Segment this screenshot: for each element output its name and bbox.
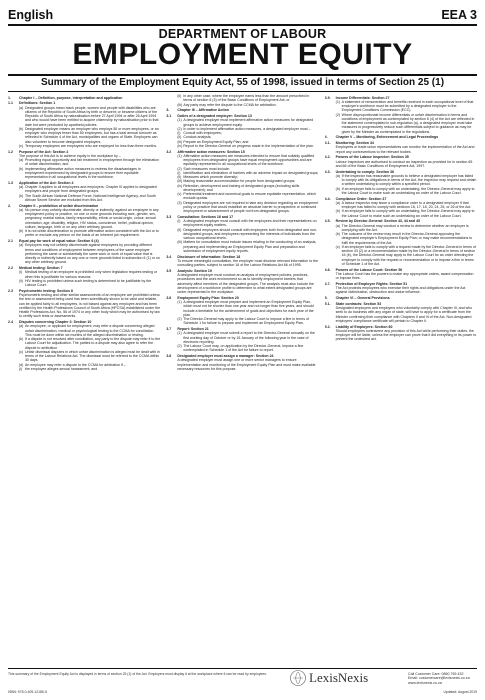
clause-label: (iii) (177, 102, 183, 107)
clause-text: Designated employer means an employer who employs 50 or more employees, or an employer who employs fewer than 50 employees, but has a total annual turnover as reflected in Schedule 4 of the Act, municipalities and organs of State. Employers can also volunteer to become designated employers. (25, 126, 159, 144)
section-number: 1.2 (8, 149, 13, 154)
clause (8, 337, 160, 350)
clause-text: Unfair dismissal disputes in which unfair discrimination is alleged must be dealt with in terms of the Labour Relations Act. The dismissal must be referred to the CCMA within 30 days. (25, 349, 160, 363)
clause-label: (b) (19, 166, 24, 171)
clause-text: In order to implement affirmative action measures, a designated employer must – (183, 126, 311, 131)
paragraph-text: Designated employers and employers who voluntarily comply with Chapter III, and who seek to do business with any organ of state, will have to apply for a certificate from the Minister confirming their compliance with Chapters II and III of the Act. Non-designated employers' compliance certificate will pertain to Chapter II. (335, 306, 473, 323)
clause-text: Temporary employees are employees who are employed for less than three months. (25, 143, 158, 148)
clause-label: (2) (335, 112, 340, 117)
clause-label: (b) (19, 193, 24, 198)
clause (8, 127, 160, 144)
lexisnexis-logo-icon (290, 670, 306, 686)
clause-text: Preferential treatment and numerical goals to ensure equitable representation, which exclude quotas. (183, 192, 317, 201)
clause-label: (iv) (177, 183, 183, 188)
section-number: 1.1 (8, 101, 13, 106)
clause (166, 344, 318, 353)
header-rule (8, 24, 477, 26)
clause-label: (d) (19, 362, 24, 367)
section-title: Powers of the Labour Inspector: Section 35 (335, 155, 409, 160)
clause (166, 103, 318, 107)
section-title: Employment Equity Plan: Section 20 (177, 295, 239, 300)
clause-label: (ii) (177, 135, 182, 140)
clause-text: The Director-General may conduct a review to determine whether an employer is complying with the Act. (341, 223, 469, 232)
paragraph (166, 273, 318, 294)
clause-label: (a) (19, 105, 24, 110)
publisher-logo (290, 670, 368, 686)
clause-label: (2) (177, 126, 182, 131)
section-number: 3.6 (166, 295, 172, 300)
clause-text: The South African National Defence Force, National Intelligence Agency, and South African Secret Service are excluded from this Act. (25, 193, 156, 202)
clause-text: If an employer fails to comply with a request made by the Director-General in terms of section 43 (2) or a recommendation made by the Director-General in terms of section 44 (b), the Director-General may apply to the Labour Court for an order directing the employer to comply with the request or recommendation or to impose a fine in terms of Schedule 1 of the Act. (341, 244, 476, 266)
section-number: 1.3 (8, 180, 13, 185)
paragraph-text: To ensure meaningful consultation, the employer must disclose relevant information to the consulting parties, subject to section 16 of the Labour Relations Act 66 of 1995. (177, 258, 319, 267)
section-title: Definitions: Section 1 (19, 101, 56, 106)
clause-text: the employee alleges sexual harassment; and (25, 366, 98, 371)
page-subtitle: Summary of the Employment Equity Act, 55 of 1998, issued in terms of Section 25 (1) (40, 77, 445, 88)
clause-label: (ii) (177, 175, 182, 179)
clause (166, 154, 318, 167)
section-heading (325, 296, 477, 300)
section-title: Protection of Employee Rights: Section 51 (335, 281, 408, 286)
content-columns (8, 94, 477, 666)
section-title: Purpose of the Act: Section 2 (19, 149, 69, 154)
clause-text: Such measures must include: (183, 166, 230, 171)
section-title: Income Differentials: Section 27 (335, 95, 390, 100)
clause (166, 317, 318, 326)
clause-text: Retention, development and training of designated groups (including skills development); and (183, 183, 300, 192)
clause (166, 144, 318, 148)
section-title: Chapter II – prohibition of unfair discrimination (19, 203, 99, 208)
clause-label: (a) (335, 173, 340, 178)
contact-line: Call Customer Care: 0860 765 432 (408, 672, 464, 676)
clause-text: Designated groups mean black people, women and people with disabilities who are citizens of the Republic of South Africa by birth or descent; or became citizens of the Republic of South Africa by naturalisation before 27 April 1994 or after 26 April 1994 and who would have been entitled to acquire citizenship by naturalisation prior to that date but were precluded by apartheid policies. (25, 105, 159, 127)
clause-label: (1) (177, 300, 182, 304)
section-title: Review by Director-General: Section 43, 44 and 45 (335, 219, 421, 224)
clause-text: No person may unfairly discriminate, directly or indirectly, against an employee in any employment policy or practice, on one or more grounds including race, gender, sex, pregnancy, marital status, family responsibility, ethnic or social origin, colour, sexual orientation, age, disability, religion, HIV status, conscience, belief, political opinion, culture, language, birth or on any other arbitrary ground. (25, 207, 159, 229)
paragraph (325, 272, 477, 281)
clause (8, 270, 160, 279)
clause-text: Promoting equal opportunity and fair treatment in employment through the elimination of unfair discrimination; and (25, 158, 160, 167)
header-top (8, 6, 477, 24)
section-title: Disclosure of information: Section 18 (177, 254, 241, 259)
clause (8, 229, 160, 238)
clause-label: (a) (19, 243, 24, 248)
paragraph-text: Employees or trade union representatives can monitor the implementation of the Act and report any contraventions to the relevant bodies. (335, 145, 475, 154)
section-number: 3.3 (166, 214, 172, 219)
title-rule (8, 74, 477, 76)
footer-rule (8, 668, 477, 669)
paragraph-text: The Labour Court has the powers to make any appropriate orders, award compensation or impose fines. (335, 271, 474, 280)
clause-text: Designated employers should consult with employees both from designated and non-designated groups, and employees representing the interests of individuals from the various occupational levels. (183, 227, 318, 240)
clause-text: The Labour Court may, on application by the Director-General, impose a fine contemplated in Schedule 1 of the Act for failure to report. (183, 344, 304, 353)
section-number: 2.2 (8, 266, 13, 270)
paragraph-text: A designated employer must conduct an analysis of employment policies, practices, procedures and the work environment so as to identify employment barriers that adversely affect members of the designated groups. The analysis must also include the development of a workforce profile to determine to what extent designated groups are under-represented in the workplace. (177, 273, 315, 294)
clause-label: (b) (335, 186, 340, 191)
paragraph-text: Psychometric testing and other similar assessments of an employee are prohibited unless the test or assessment being used has been scientifically shown to be valid and reliable, can be applied fairly to all employees, is not biased against any employee and has been certified by the Health Professions Council of South Africa (HPCSA) established under the Health Professions Act, No. 56 of 1974 or any other body which may be authorised by law to certify such tests or assessments. (19, 293, 161, 319)
clause-text: If an employer fails to comply with an undertaking, the Director-General may apply to the Labour Court to make such an undertaking an order of the Labour Court. (341, 209, 475, 218)
section-number: 1. (8, 95, 11, 100)
clause (325, 201, 477, 210)
section-number: 4.6. (324, 267, 331, 272)
section-number: 4.3. (324, 169, 331, 174)
clause (325, 245, 477, 266)
section-title: Equal pay for work of equal value: Section 6 (4) (19, 239, 99, 243)
footer-disclaimer: This summary of the Employment Equity Act is displayed in terms of section 25 (1) of the Act. Employers must display it at the workplace where it can be read by employees. (8, 672, 267, 676)
clause-text: A labour inspector may issue a compliance order to a designated employer if that employer has failed to comply with sections 16, 17, 18, 20, 24, 25, or 26 of the Act. (341, 200, 472, 209)
section-title: Compliance Order: Section 37 (335, 196, 387, 201)
section-title: Liability of Employers: Section 60 (335, 324, 393, 329)
clause-label: (b) (335, 209, 340, 214)
clause-text: A designated employer must implement affirmative action measures for designated groups to achieve employment equity. (183, 118, 314, 127)
section-number: 3.2 (166, 149, 172, 154)
clause-label: (a) (19, 158, 24, 162)
clause-label: (b) (335, 232, 340, 236)
clause-text: Prepare an Employment Equity Plan; and (183, 139, 249, 144)
column-3 (325, 94, 477, 666)
clause-text: A designated employer must submit a report to the Director-General annually on the first working day of October or by 15 January of the following year in the case of electronic reporting. (183, 331, 315, 344)
section-number: 4.2. (324, 155, 331, 160)
section-title: Undertaking to comply: Section 36 (335, 169, 394, 174)
clause-text: If an employer fails to comply with an undertaking, the Director-General may apply to the Labour Court to make such an undertaking an order of the Labour Court. (341, 186, 475, 195)
language-label: English (8, 8, 54, 22)
clause (8, 279, 160, 288)
section-number: 2.1 (8, 239, 13, 243)
paragraph-text: Should employees contravene any provision of this Act while performing their duties, the employer will be liable, unless the employer can prove that it did everything in its power to prevent the undesired act. (335, 328, 477, 342)
clause (8, 106, 160, 127)
publisher-name: LexisNexis (309, 670, 369, 685)
clause-text: Making reasonable accommodation for people from designated groups; (183, 179, 296, 184)
clause-text: Medical testing of an employee is prohibited only when legislation requires testing or when this is justifiable for various reasons. (25, 270, 158, 279)
contact-line: Email: customercare@lexisnexis.co.za (408, 676, 470, 681)
clause (8, 208, 160, 229)
clause (8, 194, 160, 203)
clause-label: (i) (177, 219, 181, 223)
section-number: 3. (166, 108, 170, 113)
clause-text: A statement of remuneration and benefits received in each occupational level of that employer's workforce must be submitted by a designated employer to the Employment Conditions Commission (ECC). (341, 99, 474, 113)
clause-label: (c) (19, 349, 24, 354)
clause-label: (ii) (177, 227, 182, 232)
clause (166, 331, 318, 344)
clause-label: (a) (335, 200, 340, 205)
clause (166, 94, 318, 103)
clause-label: (a) (19, 324, 24, 329)
clause-text: Chapter II applies to all employees and employers. Chapter III applies to designated employers and people from designated groups. (25, 185, 157, 194)
clause (8, 144, 160, 148)
contact-line: www.lexisnexis.co.za (408, 680, 442, 685)
section-title: Psychometric testing: Section 8 (19, 288, 73, 293)
section-title: Application of the Act: Section 4 (19, 180, 74, 185)
clause-label: (i) (177, 131, 181, 135)
clause-label: (iii) (177, 179, 183, 184)
clause-text: Employers may not unfairly discriminate against employees by providing different terms and conditions of employment between employees of the same employer performing the same or substantially the same work or work of equal value that is directly or indirectly based on any one or more grounds listed in subsection 6 (1) or on any other arbitrary ground. (25, 243, 160, 265)
clause (325, 209, 477, 218)
clause (325, 232, 477, 245)
section-title: Monitoring: Section 34 (335, 141, 374, 145)
section-title: Chapter V – Monitoring, Enforcement and Legal Proceedings (335, 135, 439, 140)
paragraph-text: The Act protects employees who exercise their rights and obligations under the Act against victimisation, obstruction and undue influence. (335, 286, 466, 295)
clause-label: (iii) (177, 240, 183, 245)
section-number: 4. (324, 135, 328, 140)
clause (8, 324, 160, 337)
clause-label: (1) (177, 118, 182, 123)
clause-label: (ii) (177, 94, 182, 98)
clause (325, 100, 477, 113)
clause-label: (v) (177, 192, 182, 196)
clause-text: in any other case, where the employee earns less than the amount prescribed in terms of section 6 (3) of the Basic Conditions of Employment Act; or (183, 94, 310, 103)
clause-label: (1) (177, 153, 182, 158)
section-number: 3.9. (324, 95, 331, 100)
clause-text: Matters for consultation must include issues relating to the conducting of an analysis, preparing and implementing an Employment Equity Plan and preparation and submission of employment equity reports. (183, 240, 317, 253)
section-title: Consultation: Sections 16 and 17 (177, 214, 234, 219)
section-number: 5.2. (324, 324, 331, 329)
clause-text: A designated employer must prepare and implement an Employment Equity Plan, which must not be shorter than one year and not longer than five years, and should include a timetable for the achievement of goals and objectives for each year of the plan. (183, 300, 314, 317)
clause-label: (iii) (177, 139, 183, 144)
section-number: 2.3 (8, 288, 13, 293)
clause-label: (2) (177, 166, 182, 171)
clause-text: Any party may refer the dispute to the CCMA for arbitration. (183, 102, 277, 107)
clause-text: Conduct analysis; (183, 135, 212, 140)
clause-label: (b) (19, 337, 24, 341)
clause-label: (1) (335, 99, 340, 104)
paragraph-text: The purpose of this Act is to achieve equity in the workplace by – (19, 153, 121, 158)
section-number: 4.5. (324, 219, 331, 224)
clause (8, 167, 160, 180)
clause-text: If a dispute is not resolved after conciliation, any party to the dispute may refer it to the Labour Court for adjudication. The parties to a dispute may also agree to refer the dispute to arbitration. (25, 337, 161, 350)
section-title: Chapter I – Definition, purpose, interpretation and application (19, 95, 123, 100)
clause-label: (c) (19, 143, 24, 148)
clause-label: (c) (335, 244, 340, 249)
clause-label: (3) (177, 200, 182, 205)
section-heading (166, 108, 318, 112)
clause-text: Report to the Director-General on progress made in the implementation of the plan. (183, 143, 314, 148)
section-title: Disputes concerning Chapter 2: Section 10 (19, 320, 92, 324)
form-code: EEA 3 (441, 8, 477, 22)
clause-text: Measures which promote diversity; (183, 175, 238, 179)
section-title: Powers of the Labour Court: Section 50 (335, 267, 403, 272)
section-number: 4.1. (324, 141, 331, 145)
section-number: 3.5 (166, 268, 172, 273)
section-title: Affirmative action measures: Section 15 (177, 149, 245, 154)
section-title: Designated employer must assign a manager: Section 24 (177, 354, 274, 358)
section-number: 3.7 (166, 327, 172, 331)
clause-text: If the inspector has reasonable grounds to believe a designated employer has failed to comply with its obligations in terms of the Act, the inspector may request and obtain a written undertaking to comply within a specified period. (341, 173, 477, 187)
clause (166, 300, 318, 317)
section-heading (325, 135, 477, 139)
clause-text: Affirmative action measures are measures intended to ensure that suitably qualified employees from designated groups have equal employment opportunities and are equitably represented in all occupational levels of the workforce. (183, 153, 315, 167)
clause (325, 113, 477, 134)
clause-label: (2) (177, 344, 182, 348)
subtitle-rule (8, 91, 477, 92)
clause-label: (a) (19, 185, 24, 189)
section-number: 5.1. (324, 301, 331, 306)
clause (325, 224, 477, 233)
updated-label: Updated: August 2019 (443, 690, 477, 694)
clause (166, 184, 318, 193)
section-number: 5. (324, 296, 328, 300)
isbn-label: ISBN: 978-0-409-12185-5 (8, 690, 47, 694)
clause (166, 228, 318, 241)
section-title: Duties of a designated employer: Section 13 (177, 114, 252, 118)
section-title: State contracts: Section 53 (335, 301, 382, 306)
section-number: 3.4 (166, 254, 172, 259)
clause (166, 118, 318, 127)
section-number: 2.4 (8, 320, 13, 324)
paragraph (8, 293, 160, 319)
paragraph-text: Labour Inspectors are authorised to conduct an inspection as provided for in section 65 and 66 of the Basic Conditions of Employment Act, 1997. (335, 159, 473, 168)
clause-label: (i) (19, 270, 23, 275)
paragraph (325, 160, 477, 169)
clause (8, 158, 160, 167)
clause-label: (2) (177, 317, 182, 321)
clause-text: Identification and elimination of barriers with an adverse impact on designated groups; (183, 170, 319, 175)
section-heading (8, 96, 160, 100)
clause-text: Consult with employees; (183, 131, 222, 135)
clause-text: The Director-General may apply to the Labour Court to impose a fine in terms of Schedule 1 for failure to prepare and implement an Employment Equity Plan. (183, 317, 309, 326)
section-number: 4.4. (324, 196, 331, 201)
paragraph (166, 259, 318, 268)
clause-label: (b) (19, 229, 24, 233)
clause-text: Designated employers are not required to take any decision regarding an employment policy or practice that would establish an absolute barrier to prospective or continued employment or advancement of people not from designated groups. (183, 200, 319, 213)
clause (325, 174, 477, 187)
section-title: Chapter III – Affirmative Action (177, 108, 229, 113)
clause-label: (iv) (177, 143, 183, 148)
clause (8, 350, 160, 363)
clause-text: An employee, or applicant for employment, may refer a dispute concerning alleged unfair discrimination, medical or psychological testing to the CCMA for conciliation. This must be done within six months of the alleged discrimination or testing. (25, 324, 155, 337)
clause (166, 192, 318, 201)
clause-text: HIV testing is prohibited unless such testing is determined to be justifiable by the Labour Court. (25, 278, 152, 287)
clause-label: (a) (335, 223, 340, 228)
paragraph (325, 286, 477, 295)
column-1 (8, 94, 160, 666)
section-number: 3.1 (166, 114, 172, 118)
paragraph (325, 329, 477, 342)
clause (166, 219, 318, 228)
clause (325, 187, 477, 196)
clause (166, 240, 318, 253)
clause-text: Where disproportionate income differentials or unfair discrimination in terms and conditions of employment as contemplated by section 6 (4) of the Act are reflected in the statement contemplated in sub-regulation (a), a designated employer must take measures to progressively reduce such differentials subject to guidance as may be given by the Minister as contemplated in the regulations. (341, 112, 475, 134)
paragraph (166, 358, 318, 371)
department-name: DEPARTMENT OF LABOUR (158, 27, 327, 41)
section-title: Report: Section 21 (177, 327, 209, 331)
clause-label: (i) (19, 366, 23, 371)
clause-label: (1) (177, 331, 182, 336)
paragraph (325, 145, 477, 154)
paragraph-text: A designated employer must assign one or more senior managers to ensure implementation and monitoring of the Employment Equity Plan and must make available necessary resources for this purpose. (177, 358, 316, 371)
clause-label: (a) (19, 207, 24, 212)
section-title: Medical testing: Section 7 (19, 266, 63, 270)
clause-text: A designated employer must consult with the employees and their representatives on employment equity matters. (183, 219, 317, 228)
paragraph (325, 306, 477, 323)
clause-text: It is not unfair discrimination to promote affirmative action consistent with the Act or to prefer or exclude any person on the basis of an inherent job requirement. (25, 229, 159, 238)
clause-text: The outcome of the review may result in the Director-General approving the designated employer's Employment Equity Plan; or may make recommendations to fulfil the requirements of the Act. (341, 232, 473, 245)
clause-label: (i) (177, 170, 181, 175)
clause-label: (b) (19, 126, 24, 131)
section-number: 3.8 (166, 354, 172, 358)
clause-text: An employee may refer a dispute to the CCMA for arbitration if – (25, 362, 126, 367)
clause (8, 185, 160, 194)
contact-info (408, 672, 470, 685)
clause (166, 201, 318, 214)
section-number: 2. (8, 203, 11, 208)
section-title: Chapter VI – General Provisions (335, 296, 390, 300)
clause-label: (ii) (19, 278, 23, 283)
clause (8, 367, 160, 371)
clause-text: implementing affirmative action measures to redress the disadvantages in employment experienced by designated groups to ensure their equitable representation in all occupational levels in the workforce. (25, 166, 141, 179)
clause (8, 243, 160, 264)
page-title: EMPLOYMENT EQUITY (72, 38, 413, 71)
section-number: 4.7. (324, 281, 331, 286)
section-title: Analysis: Section 19 (177, 268, 212, 273)
column-2 (166, 94, 318, 666)
